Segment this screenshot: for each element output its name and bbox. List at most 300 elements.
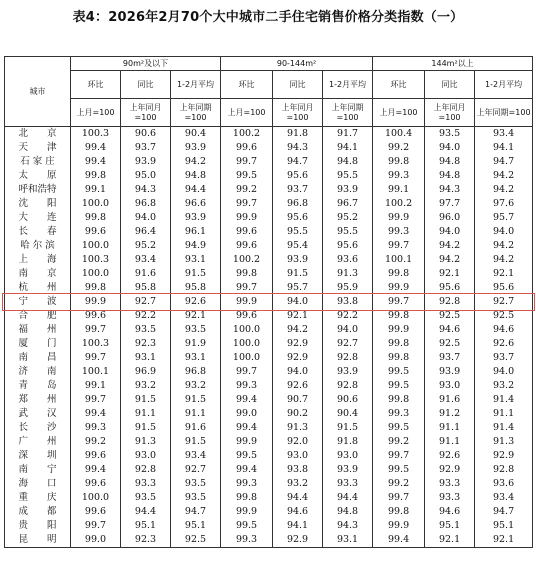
index-value: 92.3 — [121, 533, 171, 548]
index-value: 94.2 — [475, 169, 533, 183]
index-value: 99.2 — [221, 183, 273, 197]
index-value: 99.1 — [373, 183, 425, 197]
column-header-yoy: 同比 — [273, 71, 323, 99]
city-name: 太 原 — [5, 169, 71, 183]
index-value: 93.9 — [273, 253, 323, 267]
city-name: 厦 门 — [5, 337, 71, 351]
table-row — [5, 211, 533, 225]
index-value: 93.0 — [121, 449, 171, 463]
city-name: 南 京 — [5, 267, 71, 281]
index-value: 99.6 — [71, 225, 121, 239]
index-value: 93.2 — [171, 379, 221, 393]
index-value: 92.8 — [323, 351, 373, 365]
city-name: 石 家 庄 — [5, 155, 71, 169]
index-value: 99.7 — [221, 365, 273, 379]
table-row — [5, 421, 533, 435]
index-value: 96.0 — [425, 211, 475, 225]
index-value: 92.5 — [171, 533, 221, 548]
index-value: 99.7 — [221, 281, 273, 295]
table-row — [5, 365, 533, 379]
index-value: 95.0 — [121, 169, 171, 183]
index-value: 99.2 — [373, 435, 425, 449]
index-value: 95.7 — [273, 281, 323, 295]
table-row — [5, 463, 533, 477]
table-row — [5, 407, 533, 421]
table-row — [5, 379, 533, 393]
index-value: 93.7 — [121, 141, 171, 155]
table-row — [5, 449, 533, 463]
index-value: 99.2 — [373, 141, 425, 155]
index-value: 95.8 — [121, 281, 171, 295]
index-value: 92.7 — [121, 295, 171, 309]
index-value: 95.1 — [171, 519, 221, 533]
index-value: 92.9 — [273, 337, 323, 351]
index-value: 100.1 — [71, 365, 121, 379]
base-label-yoy: 上年同月=100 — [273, 99, 323, 127]
index-value: 91.5 — [273, 267, 323, 281]
city-name: 海 口 — [5, 477, 71, 491]
index-value: 92.1 — [425, 533, 475, 548]
index-value: 92.8 — [323, 379, 373, 393]
index-value: 93.5 — [425, 127, 475, 142]
index-value: 95.7 — [475, 211, 533, 225]
index-value: 99.8 — [221, 491, 273, 505]
index-value: 99.6 — [221, 141, 273, 155]
index-value: 93.8 — [273, 463, 323, 477]
index-value: 99.8 — [71, 169, 121, 183]
index-value: 96.1 — [171, 225, 221, 239]
index-value: 92.6 — [475, 337, 533, 351]
index-value: 94.0 — [121, 211, 171, 225]
table-row — [5, 169, 533, 183]
index-value: 93.7 — [475, 351, 533, 365]
index-value: 91.9 — [171, 337, 221, 351]
index-value: 99.8 — [221, 267, 273, 281]
table-row — [5, 477, 533, 491]
index-value: 94.3 — [323, 519, 373, 533]
index-value: 93.5 — [171, 477, 221, 491]
index-value: 99.8 — [373, 351, 425, 365]
index-value: 94.3 — [273, 141, 323, 155]
index-value: 99.4 — [221, 393, 273, 407]
price-index-table — [4, 56, 533, 548]
index-value: 100.0 — [71, 491, 121, 505]
city-name: 合 肥 — [5, 309, 71, 323]
index-value: 99.6 — [221, 309, 273, 323]
index-value: 92.7 — [171, 463, 221, 477]
index-value: 92.8 — [475, 463, 533, 477]
index-value: 94.7 — [171, 505, 221, 519]
index-value: 93.9 — [323, 365, 373, 379]
base-label-mom: 上月=100 — [373, 99, 425, 127]
index-value: 93.4 — [475, 491, 533, 505]
index-value: 93.9 — [121, 155, 171, 169]
index-value: 94.2 — [425, 253, 475, 267]
city-name: 深 圳 — [5, 449, 71, 463]
index-value: 95.6 — [273, 169, 323, 183]
index-value: 99.4 — [221, 421, 273, 435]
index-value: 99.7 — [71, 519, 121, 533]
index-value: 91.3 — [323, 267, 373, 281]
index-value: 99.3 — [221, 379, 273, 393]
index-value: 94.6 — [475, 323, 533, 337]
index-value: 91.6 — [425, 393, 475, 407]
index-value: 95.5 — [273, 225, 323, 239]
index-value: 95.2 — [121, 239, 171, 253]
index-value: 94.1 — [273, 519, 323, 533]
index-value: 93.1 — [171, 253, 221, 267]
index-value: 97.6 — [475, 197, 533, 211]
index-value: 95.1 — [425, 519, 475, 533]
index-value: 91.4 — [475, 393, 533, 407]
index-value: 94.6 — [273, 505, 323, 519]
index-value: 92.7 — [475, 295, 533, 309]
index-value: 93.4 — [475, 127, 533, 142]
city-name: 南 昌 — [5, 351, 71, 365]
index-value: 91.1 — [475, 407, 533, 421]
index-value: 92.2 — [323, 309, 373, 323]
column-header-yoy: 同比 — [425, 71, 475, 99]
index-value: 99.9 — [221, 435, 273, 449]
index-value: 93.6 — [323, 253, 373, 267]
index-value: 93.8 — [323, 295, 373, 309]
index-value: 99.4 — [71, 141, 121, 155]
index-value: 96.8 — [273, 197, 323, 211]
index-value: 95.1 — [121, 519, 171, 533]
column-header-mom: 环比 — [221, 71, 273, 99]
index-value: 100.0 — [71, 239, 121, 253]
index-value: 95.6 — [425, 281, 475, 295]
index-value: 91.1 — [121, 407, 171, 421]
index-value: 90.6 — [323, 393, 373, 407]
index-value: 92.1 — [425, 267, 475, 281]
index-value: 96.7 — [323, 197, 373, 211]
index-value: 99.9 — [221, 505, 273, 519]
city-name: 北 京 — [5, 127, 71, 142]
index-value: 99.9 — [221, 211, 273, 225]
index-value: 93.5 — [121, 491, 171, 505]
index-value: 93.3 — [425, 477, 475, 491]
base-label-yoy: 上年同月=100 — [121, 99, 171, 127]
index-value: 93.5 — [121, 323, 171, 337]
index-value: 91.1 — [425, 421, 475, 435]
index-value: 90.7 — [273, 393, 323, 407]
index-value: 90.6 — [121, 127, 171, 142]
column-header-mom: 环比 — [71, 71, 121, 99]
index-value: 92.6 — [425, 449, 475, 463]
index-value: 99.2 — [373, 477, 425, 491]
index-value: 94.4 — [273, 491, 323, 505]
index-value: 96.8 — [171, 365, 221, 379]
index-value: 91.3 — [121, 435, 171, 449]
index-value: 99.3 — [373, 407, 425, 421]
index-value: 93.5 — [171, 491, 221, 505]
index-value: 92.8 — [121, 463, 171, 477]
column-header-avg: 1-2月平均 — [323, 71, 373, 99]
index-value: 94.0 — [425, 225, 475, 239]
index-value: 100.0 — [71, 197, 121, 211]
table-row — [5, 351, 533, 365]
table-row — [5, 239, 533, 253]
index-value: 94.7 — [475, 155, 533, 169]
table-row — [5, 519, 533, 533]
index-value: 95.4 — [273, 239, 323, 253]
table-row — [5, 281, 533, 295]
page-title: 表4：2026年2月70个大中城市二手住宅销售价格分类指数（一） — [72, 10, 464, 25]
index-value: 94.0 — [475, 225, 533, 239]
table-row — [5, 491, 533, 505]
index-value: 96.6 — [171, 197, 221, 211]
index-value: 94.7 — [273, 155, 323, 169]
index-value: 92.9 — [273, 533, 323, 548]
index-value: 99.9 — [373, 323, 425, 337]
index-value: 92.9 — [475, 449, 533, 463]
index-value: 92.5 — [475, 309, 533, 323]
index-value: 92.5 — [425, 309, 475, 323]
table-row — [5, 197, 533, 211]
index-value: 90.4 — [171, 127, 221, 142]
index-value: 100.3 — [71, 253, 121, 267]
index-value: 93.7 — [273, 183, 323, 197]
city-name: 郑 州 — [5, 393, 71, 407]
city-name: 昆 明 — [5, 533, 71, 548]
index-value: 100.2 — [221, 253, 273, 267]
index-value: 100.0 — [221, 351, 273, 365]
index-value: 99.9 — [373, 211, 425, 225]
index-value: 94.2 — [475, 239, 533, 253]
index-value: 92.2 — [121, 309, 171, 323]
index-value: 100.2 — [373, 197, 425, 211]
column-header-yoy: 同比 — [121, 71, 171, 99]
city-name: 广 州 — [5, 435, 71, 449]
city-name: 长 春 — [5, 225, 71, 239]
base-label-mom: 上月=100 — [71, 99, 121, 127]
index-value: 99.8 — [373, 393, 425, 407]
base-label-avg: 上年同期=100 — [323, 99, 373, 127]
index-value: 99.6 — [71, 477, 121, 491]
index-value: 92.9 — [425, 463, 475, 477]
table-row — [5, 323, 533, 337]
city-name: 青 岛 — [5, 379, 71, 393]
table-row — [5, 295, 533, 309]
city-name: 大 连 — [5, 211, 71, 225]
city-name: 福 州 — [5, 323, 71, 337]
index-value: 91.2 — [425, 407, 475, 421]
index-value: 94.0 — [323, 323, 373, 337]
index-value: 91.1 — [171, 407, 221, 421]
index-value: 100.1 — [373, 253, 425, 267]
index-value: 91.5 — [171, 393, 221, 407]
table-row — [5, 253, 533, 267]
index-value: 95.5 — [323, 225, 373, 239]
index-value: 99.1 — [71, 183, 121, 197]
index-value: 99.7 — [71, 323, 121, 337]
index-value: 99.9 — [71, 295, 121, 309]
city-name: 呼和浩特 — [5, 183, 71, 197]
index-value: 93.2 — [475, 379, 533, 393]
group-header-large: 144m²以上 — [373, 57, 533, 71]
index-value: 93.9 — [323, 183, 373, 197]
index-value: 99.3 — [373, 225, 425, 239]
index-value: 93.6 — [475, 477, 533, 491]
index-value: 95.9 — [323, 281, 373, 295]
city-name: 南 宁 — [5, 463, 71, 477]
city-name: 哈 尔 滨 — [5, 239, 71, 253]
index-value: 100.0 — [221, 323, 273, 337]
index-value: 92.3 — [121, 337, 171, 351]
index-value: 100.0 — [221, 337, 273, 351]
index-value: 93.5 — [171, 323, 221, 337]
group-header-medium: 90-144m² — [221, 57, 373, 71]
index-value: 94.7 — [475, 505, 533, 519]
table-row — [5, 183, 533, 197]
index-value: 99.1 — [71, 379, 121, 393]
index-value: 99.7 — [373, 449, 425, 463]
index-value: 94.9 — [171, 239, 221, 253]
index-value: 93.4 — [121, 253, 171, 267]
index-value: 94.4 — [323, 491, 373, 505]
index-value: 96.4 — [121, 225, 171, 239]
index-value: 99.7 — [221, 155, 273, 169]
index-value: 100.0 — [71, 267, 121, 281]
index-value: 91.5 — [171, 435, 221, 449]
index-value: 94.2 — [475, 253, 533, 267]
index-value: 94.8 — [171, 169, 221, 183]
index-value: 93.7 — [425, 351, 475, 365]
index-value: 99.8 — [373, 505, 425, 519]
index-value: 91.3 — [273, 421, 323, 435]
index-value: 100.4 — [373, 127, 425, 142]
city-name: 武 汉 — [5, 407, 71, 421]
index-value: 91.5 — [323, 421, 373, 435]
index-value: 99.6 — [221, 239, 273, 253]
index-value: 94.2 — [475, 183, 533, 197]
column-header-avg: 1-2月平均 — [171, 71, 221, 99]
index-value: 93.2 — [121, 379, 171, 393]
index-value: 92.1 — [475, 533, 533, 548]
index-value: 99.5 — [373, 365, 425, 379]
index-value: 99.6 — [71, 505, 121, 519]
index-value: 93.0 — [273, 449, 323, 463]
index-value: 99.6 — [71, 309, 121, 323]
index-value: 93.3 — [323, 477, 373, 491]
index-value: 91.8 — [273, 127, 323, 142]
index-value: 99.8 — [373, 337, 425, 351]
index-value: 92.0 — [273, 435, 323, 449]
index-value: 93.9 — [171, 211, 221, 225]
index-value: 92.6 — [273, 379, 323, 393]
index-value: 92.9 — [273, 351, 323, 365]
index-value: 99.7 — [373, 239, 425, 253]
index-value: 99.5 — [221, 169, 273, 183]
index-value: 94.3 — [121, 183, 171, 197]
city-name: 长 沙 — [5, 421, 71, 435]
index-value: 99.0 — [221, 407, 273, 421]
index-value: 94.0 — [475, 365, 533, 379]
index-value: 99.8 — [71, 211, 121, 225]
column-header-mom: 环比 — [373, 71, 425, 99]
index-value: 94.1 — [475, 141, 533, 155]
index-value: 94.8 — [323, 505, 373, 519]
city-name: 上 海 — [5, 253, 71, 267]
index-value: 99.3 — [71, 421, 121, 435]
table-row — [5, 505, 533, 519]
index-value: 92.5 — [425, 337, 475, 351]
index-value: 95.6 — [475, 281, 533, 295]
city-name: 沈 阳 — [5, 197, 71, 211]
index-value: 93.4 — [171, 449, 221, 463]
index-value: 94.6 — [425, 505, 475, 519]
index-value: 92.1 — [475, 267, 533, 281]
index-value: 99.4 — [373, 533, 425, 548]
index-value: 93.2 — [273, 477, 323, 491]
index-value: 91.6 — [121, 267, 171, 281]
index-value: 93.9 — [323, 463, 373, 477]
city-name: 宁 波 — [5, 295, 71, 309]
index-value: 94.0 — [273, 365, 323, 379]
index-value: 99.5 — [373, 463, 425, 477]
index-value: 99.8 — [373, 267, 425, 281]
index-value: 99.4 — [221, 463, 273, 477]
index-value: 92.1 — [273, 309, 323, 323]
city-name: 天 津 — [5, 141, 71, 155]
index-value: 99.4 — [71, 407, 121, 421]
index-value: 99.7 — [71, 351, 121, 365]
table-row — [5, 127, 533, 142]
index-value: 96.9 — [121, 365, 171, 379]
index-value: 94.8 — [425, 155, 475, 169]
index-value: 92.6 — [171, 295, 221, 309]
index-value: 96.8 — [121, 197, 171, 211]
index-value: 94.2 — [273, 323, 323, 337]
index-value: 99.2 — [71, 435, 121, 449]
index-value: 99.9 — [373, 281, 425, 295]
index-value: 92.7 — [323, 337, 373, 351]
index-value: 94.8 — [425, 169, 475, 183]
base-label-yoy: 上年同月=100 — [425, 99, 475, 127]
index-value: 91.5 — [121, 421, 171, 435]
table-row — [5, 309, 533, 323]
index-value: 99.9 — [373, 519, 425, 533]
table-row — [5, 267, 533, 281]
index-value: 94.2 — [171, 155, 221, 169]
index-value: 99.5 — [221, 519, 273, 533]
index-value: 94.0 — [425, 141, 475, 155]
index-value: 93.0 — [323, 449, 373, 463]
index-value: 94.8 — [323, 155, 373, 169]
base-label-mom: 上月=100 — [221, 99, 273, 127]
index-value: 99.3 — [221, 533, 273, 548]
index-value: 91.1 — [425, 435, 475, 449]
index-value: 93.3 — [425, 491, 475, 505]
index-value: 94.6 — [425, 323, 475, 337]
city-name: 杭 州 — [5, 281, 71, 295]
index-value: 99.6 — [71, 449, 121, 463]
index-value: 93.1 — [323, 533, 373, 548]
table-row — [5, 155, 533, 169]
index-value: 92.8 — [425, 295, 475, 309]
index-value: 99.7 — [221, 197, 273, 211]
index-value: 99.9 — [221, 295, 273, 309]
index-value: 99.5 — [221, 449, 273, 463]
index-value: 99.8 — [71, 281, 121, 295]
city-name: 成 都 — [5, 505, 71, 519]
index-value: 91.7 — [323, 127, 373, 142]
index-value: 93.9 — [425, 365, 475, 379]
index-value: 99.7 — [71, 393, 121, 407]
index-value: 99.5 — [373, 421, 425, 435]
index-value: 94.1 — [323, 141, 373, 155]
